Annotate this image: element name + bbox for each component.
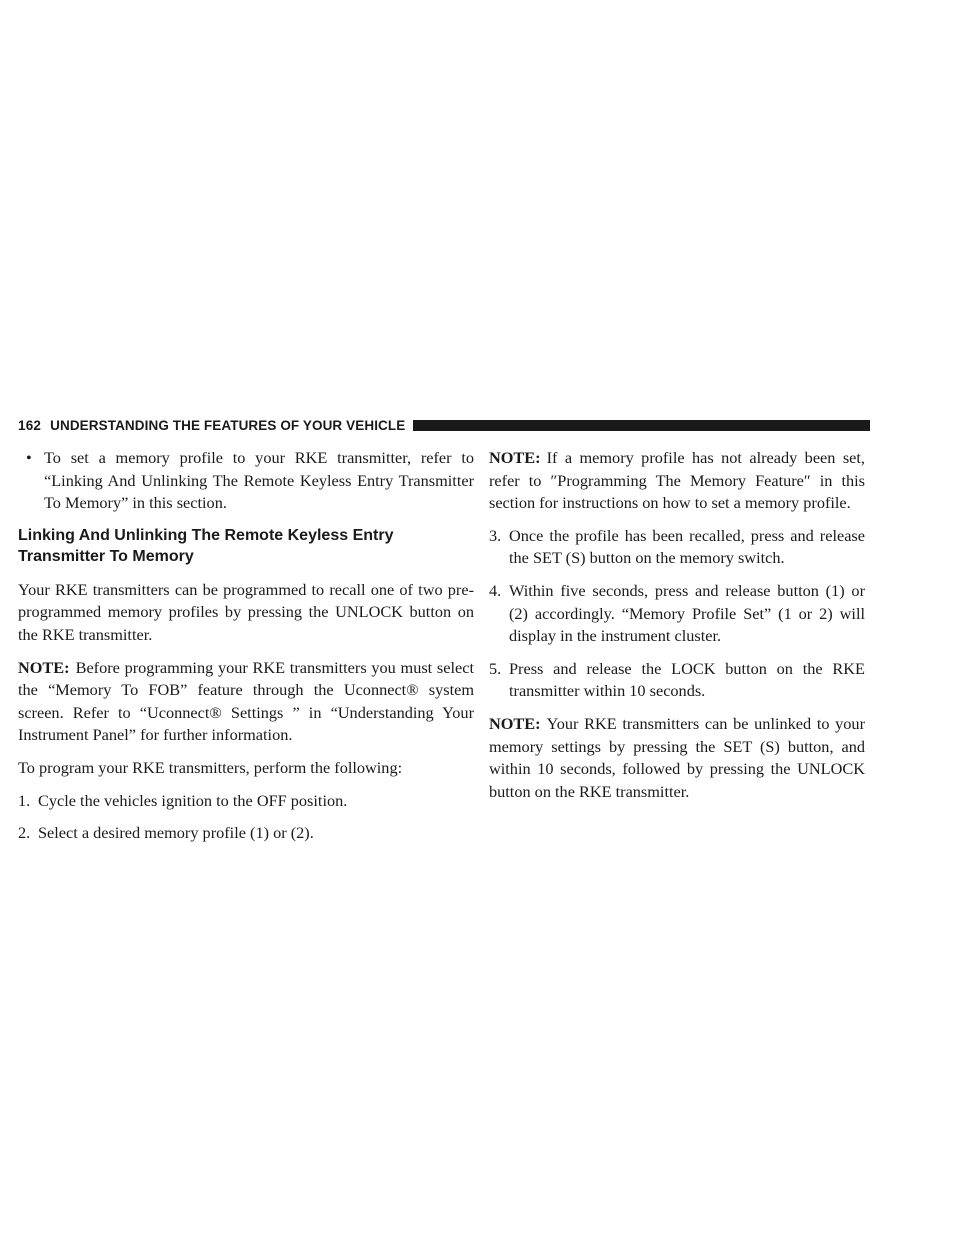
step-text: Once the profile has been recalled, press and release the SET (S) button on the memory switch.	[509, 525, 865, 568]
note-text: Your RKE transmitters can be unlinked to your memory settings by pressing the SET (S) button, and within 10 seconds, followed by pressing the UNLOCK button on the RKE transmitter.	[489, 713, 865, 801]
bullet-text: To set a memory profile to your RKE transmitter, refer to “Linking And Unlinking The Remote Keyless Entry Transmitter To Memory” in this section.	[44, 448, 474, 513]
step-item	[18, 790, 474, 813]
step-item	[18, 822, 474, 845]
note-label: NOTE:	[489, 448, 541, 467]
right-column	[489, 447, 865, 813]
step-text: Select a desired memory profile (1) or (2).	[38, 823, 314, 843]
step-number: 3.	[489, 525, 502, 545]
left-column	[18, 447, 474, 855]
page-header	[18, 415, 870, 435]
step-number: 4.	[489, 580, 502, 600]
bullet-item	[18, 447, 474, 515]
step-item	[489, 658, 865, 703]
program-intro: To program your RKE transmitters, perform the following:	[18, 757, 403, 777]
step-number: 2.	[18, 823, 31, 843]
note-text: If a memory profile has not already been set, refer to ″Programming The Memory Feature″ in this section for instructions on how to set a memory profile.	[489, 448, 865, 513]
step-text: Press and release the LOCK button on the RKE transmitter within 10 seconds.	[509, 658, 865, 701]
bullet-mark: •	[26, 448, 32, 467]
note-label: NOTE:	[489, 713, 541, 733]
step-number: 5.	[489, 658, 502, 678]
step-item	[489, 525, 865, 570]
note-paragraph	[489, 713, 865, 803]
section-title: UNDERSTANDING THE FEATURES OF YOUR VEHICLE	[50, 417, 406, 433]
note-text: Before programming your RKE transmitters you must select the “Memory To FOB” feature through the Uconnect® system screen. Refer to “Uconnect® Settings ” in “Understanding Your Instrument Panel” for further information.	[18, 657, 474, 745]
note-paragraph	[18, 657, 474, 747]
note-label: NOTE:	[18, 657, 70, 677]
section-heading: Linking And Unlinking The Remote Keyless Entry Transmitter To Memory	[18, 526, 394, 565]
intro-paragraph: Your RKE transmitters can be programmed to recall one of two pre-programmed memory profiles by pressing the UNLOCK button on the RKE transmitter.	[18, 579, 474, 644]
step-number: 1.	[18, 790, 31, 810]
header-rule	[413, 420, 870, 431]
step-text: Within five seconds, press and release button (1) or (2) accordingly. “Memory Profile Set” (1 or 2) will display in the instrument cluster.	[509, 580, 865, 646]
note-paragraph	[489, 447, 865, 515]
step-text: Cycle the vehicles ignition to the OFF position.	[38, 790, 348, 810]
step-item	[489, 580, 865, 648]
page-number: 162	[18, 417, 42, 433]
